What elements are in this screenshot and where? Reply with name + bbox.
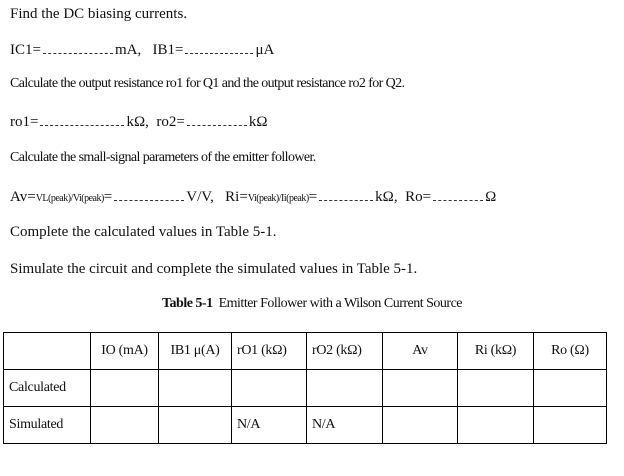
header-ro: Ro (Ω) bbox=[534, 333, 607, 370]
table-cell[interactable] bbox=[159, 370, 232, 407]
ro2-unit: kΩ bbox=[248, 114, 268, 130]
ic1-blank[interactable] bbox=[43, 41, 113, 54]
table-caption-text: Emitter Follower with a Wilson Current Source bbox=[218, 296, 463, 311]
row-label-calculated: Calculated bbox=[4, 370, 91, 407]
av-blank[interactable] bbox=[114, 188, 184, 201]
ro-label: Ro bbox=[405, 189, 423, 205]
table-cell[interactable] bbox=[534, 407, 607, 444]
table-cell-na: N/A bbox=[232, 407, 307, 444]
ri-unit: kΩ, bbox=[375, 189, 398, 205]
table-cell-na: N/A bbox=[307, 407, 383, 444]
ro-blank[interactable] bbox=[433, 188, 483, 201]
ro2-blank[interactable] bbox=[187, 113, 247, 126]
question-dc-biasing: Find the DC biasing currents. bbox=[10, 6, 188, 22]
question-output-resistance: Calculate the output resistance ro1 for Q1 and the output resistance ro2 for Q2. bbox=[10, 76, 405, 91]
ic1-label: IC1 bbox=[10, 42, 33, 58]
ro1-label: ro1 bbox=[10, 114, 30, 130]
av-label: Av bbox=[10, 189, 28, 205]
table-cell[interactable] bbox=[307, 370, 383, 407]
ib1-blank[interactable] bbox=[185, 41, 253, 54]
header-io: IO (mA) bbox=[91, 333, 159, 370]
header-cell bbox=[4, 333, 91, 370]
av-expression: VL(peak)/Vi(peak) bbox=[35, 193, 104, 204]
header-ro2: rO2 (kΩ) bbox=[307, 333, 383, 370]
dc-answer-line: IC1= mA, IB1= μA bbox=[10, 42, 275, 58]
table-cell[interactable] bbox=[159, 407, 232, 444]
table-cell[interactable] bbox=[458, 407, 534, 444]
ib1-label: IB1 bbox=[152, 42, 175, 58]
table-cell[interactable] bbox=[91, 407, 159, 444]
instruction-simulated: Simulate the circuit and complete the simulated values in Table 5-1. bbox=[10, 261, 418, 277]
ri-expression: Vi(peak)/Ii(peak) bbox=[247, 193, 309, 204]
ri-blank[interactable] bbox=[319, 188, 373, 201]
table-caption-number: Table 5-1 bbox=[161, 296, 213, 311]
ro-unit: Ω bbox=[485, 189, 497, 205]
small-signal-answer-line: Av=VL(peak)/Vi(peak)= V/V, Ri=Vi(peak)/Ii(peak)= kΩ, Ro= Ω bbox=[10, 189, 497, 205]
header-ro1: rO1 (kΩ) bbox=[232, 333, 307, 370]
ro2-label: ro2 bbox=[156, 114, 177, 130]
ib1-unit: μA bbox=[255, 42, 275, 58]
table-header-row bbox=[4, 333, 607, 370]
table-cell[interactable] bbox=[232, 370, 307, 407]
header-av: Av bbox=[383, 333, 458, 370]
table-caption bbox=[0, 296, 624, 312]
table-cell[interactable] bbox=[458, 370, 534, 407]
instruction-calculated: Complete the calculated values in Table 5-1. bbox=[10, 224, 277, 240]
ro-answer-line: ro1= kΩ, ro2= kΩ bbox=[10, 114, 268, 130]
av-unit: V/V, bbox=[186, 189, 214, 205]
question-small-signal: Calculate the small-signal parameters of the emitter follower. bbox=[10, 150, 316, 165]
row-label-simulated: Simulated bbox=[4, 407, 91, 444]
header-ri: Ri (kΩ) bbox=[458, 333, 534, 370]
ri-label: Ri bbox=[225, 189, 240, 205]
results-table bbox=[3, 332, 607, 444]
table-cell[interactable] bbox=[383, 370, 458, 407]
table-row-simulated bbox=[4, 407, 607, 444]
table-cell[interactable] bbox=[534, 370, 607, 407]
table-cell[interactable] bbox=[91, 370, 159, 407]
header-ib1: IB1 μ(A) bbox=[159, 333, 232, 370]
ic1-unit: mA, bbox=[114, 42, 142, 58]
table-row-calculated bbox=[4, 370, 607, 407]
table-cell[interactable] bbox=[383, 407, 458, 444]
ro1-unit: kΩ, bbox=[126, 114, 149, 130]
ro1-blank[interactable] bbox=[40, 113, 124, 126]
